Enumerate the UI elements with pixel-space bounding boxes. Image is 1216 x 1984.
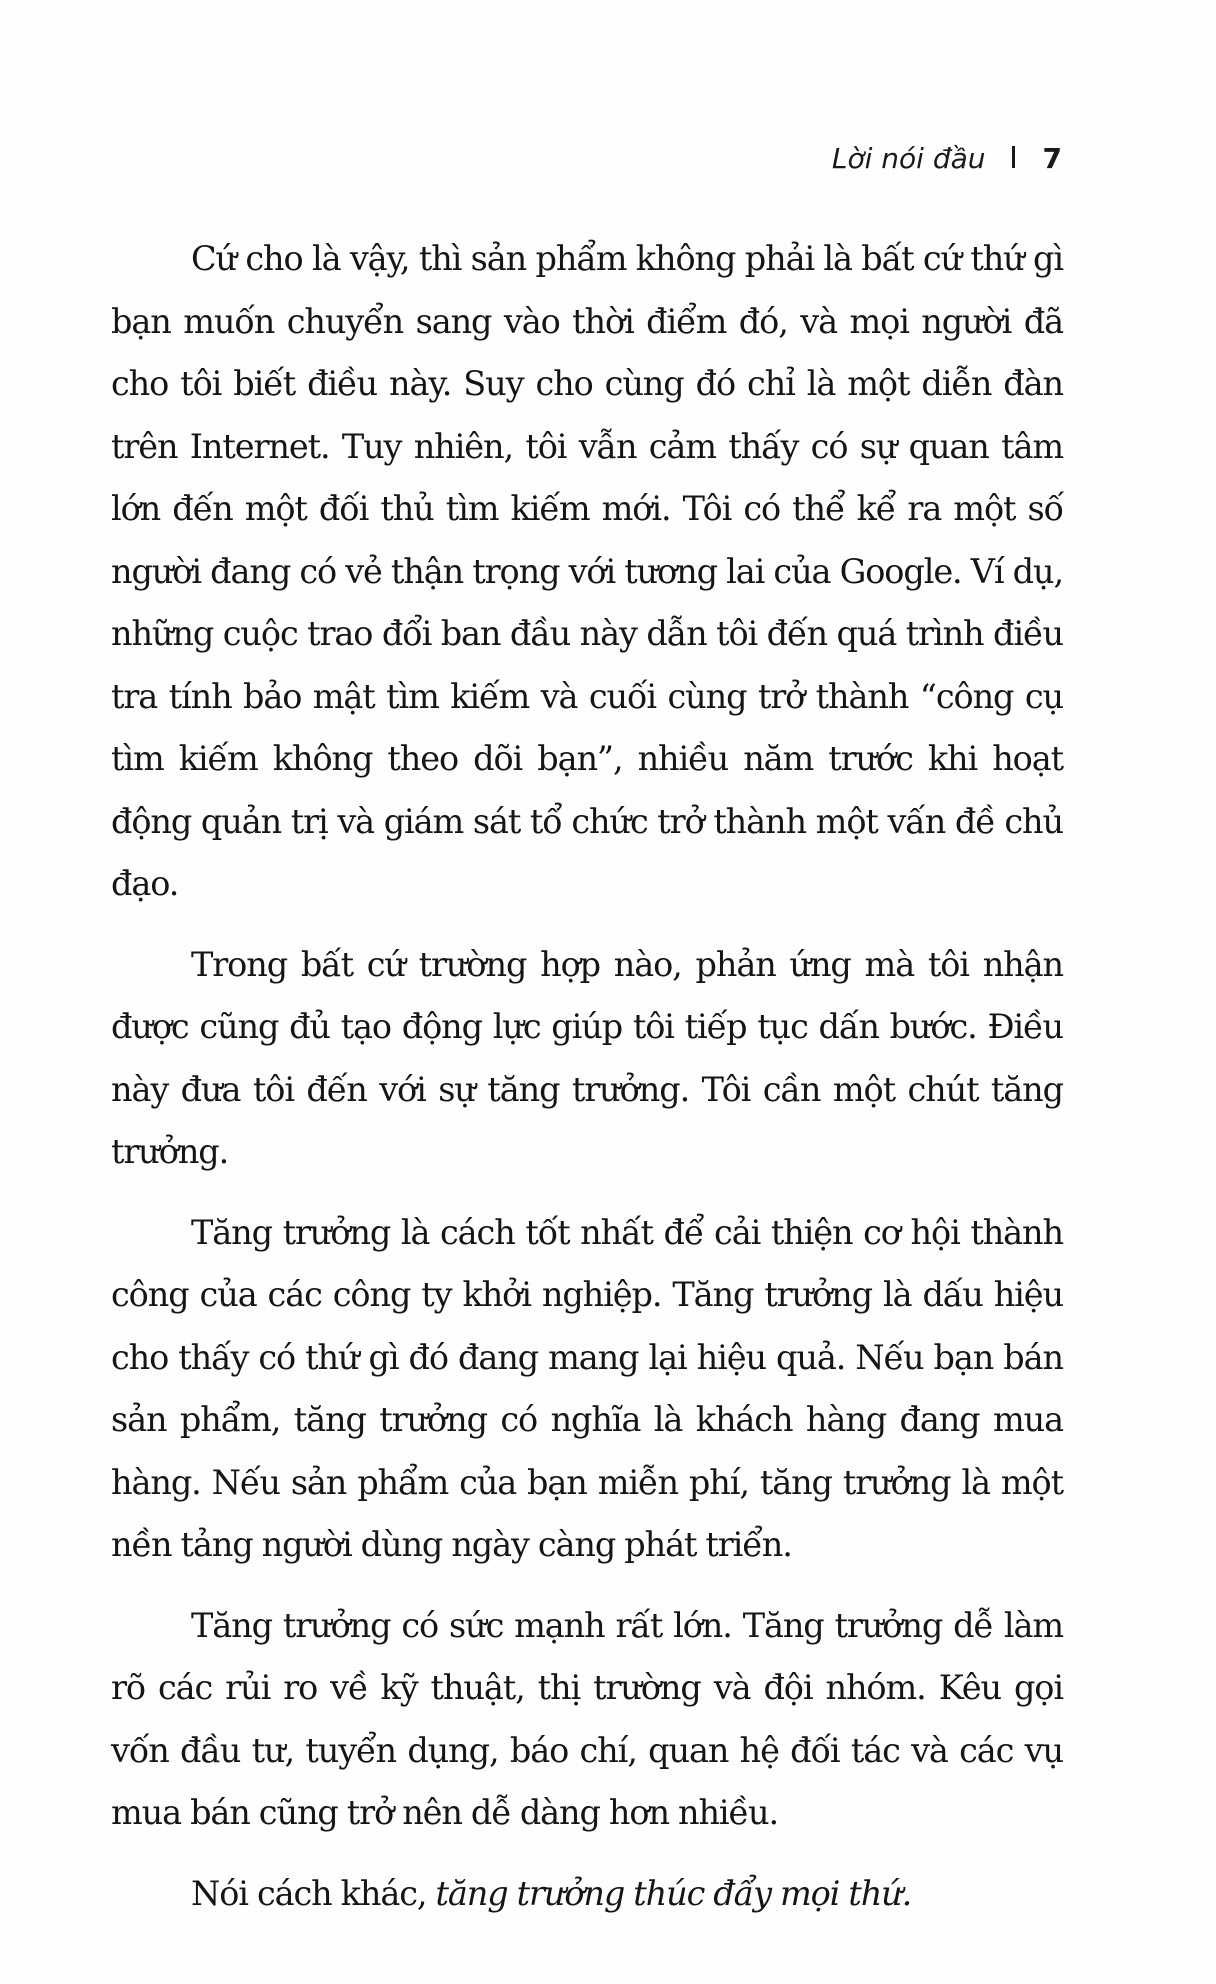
paragraph: Trong bất cứ trường hợp nào, phản ứng mà tôi nhận được cũng đủ tạo động lực giúp tôi tiếp tục dấn bước. Điều này đưa tôi đến với sự tăng trưởng. Tôi cần một chút tăng trưởng. xyxy=(111,944,1063,1171)
page-number: 7 xyxy=(1042,142,1062,175)
paragraph: Tăng trưởng là cách tốt nhất để cải thiện cơ hội thành công của các công ty khởi nghiệp. Tăng trưởng là dấu hiệu cho thấy có thứ gì đó đang mang lại hiệu quả. Nếu bạn bán sản phẩm, tăng trưởng có nghĩa là khách hàng đang mua hàng. Nếu sản phẩm của bạn miễn phí, tăng trưởng là một nền tảng người dùng ngày càng phát triển. xyxy=(111,1212,1063,1564)
closing-paragraph xyxy=(111,1863,1063,1926)
body-text xyxy=(111,228,1063,1943)
header-divider xyxy=(1012,146,1015,168)
closing-emphasis: tăng trưởng thúc đẩy mọi thứ. xyxy=(435,1873,912,1913)
paragraph: Cứ cho là vậy, thì sản phẩm không phải là bất cứ thứ gì bạn muốn chuyển sang vào thời điểm đó, và mọi người đã cho tôi biết điều này. Suy cho cùng đó chỉ là một diễn đàn trên Internet. Tuy nhiên, tôi vẫn cảm thấy có sự quan tâm lớn đến một đối thủ tìm kiếm mới. Tôi có thể kể ra một số người đang có vẻ thận trọng với tương lai của Google. Ví dụ, những cuộc trao đổi ban đầu này dẫn tôi đến quá trình điều tra tính bảo mật tìm kiếm và cuối cùng trở thành “công cụ tìm kiếm không theo dõi bạn”, nhiều năm trước khi hoạt động quản trị và giám sát tổ chức trở thành một vấn đề chủ đạo. xyxy=(111,239,1063,903)
paragraph: Tăng trưởng có sức mạnh rất lớn. Tăng trưởng dễ làm rõ các rủi ro về kỹ thuật, thị trường và đội nhóm. Kêu gọi vốn đầu tư, tuyển dụng, báo chí, quan hệ đối tác và các vụ mua bán cũng trở nên dễ dàng hơn nhiều. xyxy=(111,1605,1063,1832)
closing-lead: Nói cách khác, xyxy=(191,1873,436,1913)
running-header xyxy=(832,142,1062,175)
chapter-title: Lời nói đầu xyxy=(831,142,986,175)
